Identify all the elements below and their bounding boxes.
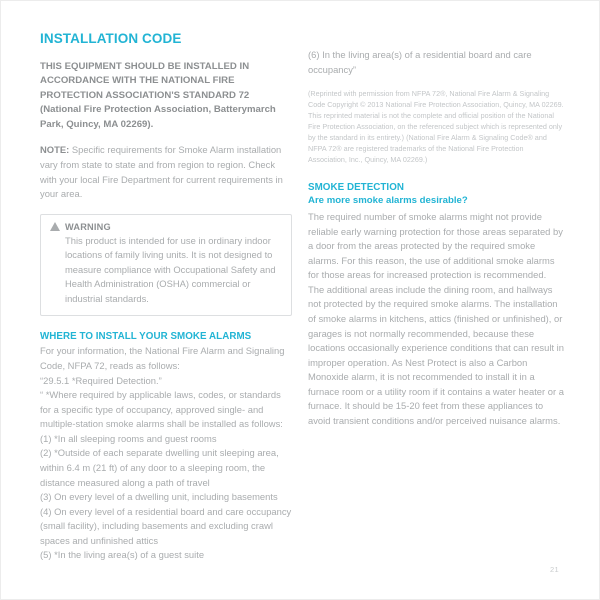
install-requirements-list xyxy=(40,374,292,564)
note-paragraph xyxy=(40,143,292,201)
warning-header xyxy=(50,222,281,232)
lead-paragraph: THIS EQUIPMENT SHOULD BE INSTALLED IN ACCORDANCE WITH THE NATIONAL FIRE PROTECTION ASSOCIATION'S STANDARD 72 (National Fire Protection Association, Batterymarch Park, Quincy, MA 02269). xyxy=(40,60,276,130)
list-item: “ *Where required by applicable laws, codes, or standards for a specific type of occupancy, approved single- and multiple-station smoke alarms shall be installed as follows: xyxy=(40,389,283,430)
install-section-intro: For your information, the National Fire Alarm and Signaling Code, NFPA 72, reads as follows: xyxy=(40,345,285,371)
smoke-detection-heading: SMOKE DETECTION xyxy=(308,181,405,193)
right-column-top-spacer xyxy=(308,31,564,48)
smoke-detection-subheading: Are more smoke alarms desirable? xyxy=(308,195,468,207)
warning-triangle-icon xyxy=(50,222,60,231)
warning-box xyxy=(40,214,292,316)
list-item: (3) On every level of a dwelling unit, including basements xyxy=(40,491,278,503)
install-section-heading: WHERE TO INSTALL YOUR SMOKE ALARMS xyxy=(40,330,252,342)
list-item: (1) *In all sleeping rooms and guest rooms xyxy=(40,432,217,444)
right-column xyxy=(308,31,564,429)
note-label: NOTE: xyxy=(40,144,70,156)
continued-list-item: (6) In the living area(s) of a residential board and care occupancy” xyxy=(308,49,532,75)
left-column xyxy=(40,31,292,563)
smoke-detection-body: The required number of smoke alarms might not provide reliable early warning protection for those areas separated by a door from the areas protected by the required smoke alarms. For this reason, the use of additional smoke alarms for those areas for increased protection is recommended. The additional areas include the dining room, and hallways not protected by the required smoke alarms. The installation of smoke alarms in kitchens, attics (finished or unfinished), or garages is not normally recommended, because these locations occasionally experience conditions that can result in improper operation. As Nest Protect is also a Carbon Monoxide alarm, it is not recommended to install it in a furnace room or a utility room if it contains a water heater or a furnace. It should be 15-20 feet from these appliances to avoid transient conditions and/or perceived nuisance alarms. xyxy=(308,210,564,427)
list-item: (4) On every level of a residential board and care occupancy (small facility), including basements and excluding crawl spaces and unfinished attics xyxy=(40,505,292,546)
warning-label: WARNING xyxy=(65,221,111,232)
list-item: “29.5.1 *Required Detection.” xyxy=(40,374,162,386)
two-column-layout xyxy=(1,1,600,600)
warning-text: This product is intended for use in ordinary indoor locations of family living units. It is not designed to measure compliance with Occupational Safety and Health Administration (OSHA) commercial or industrial standards. xyxy=(65,234,276,305)
note-text: Specific requirements for Smoke Alarm installation vary from state to state and from region to region. Check with your local Fire Department for current requirements in your area. xyxy=(40,144,283,200)
page-number: 21 xyxy=(550,565,559,574)
list-item: (5) *In the living area(s) of a guest suite xyxy=(40,549,205,561)
fineprint-spacer xyxy=(308,77,564,89)
reprint-permission-fineprint: (Reprinted with permission from NFPA 72®, National Fire Alarm & Signaling Code Copyright © 2013 National Fire Protection Association, Quincy, MA 02269. This reprinted material is not the complete and official position of the National Fire Protection Association, on the referenced subject which is represented only by the standard in its entirety.) (National Fire Alarm & Signaling Code® and NFPA 72® are registered trademarks of the National Fire Protection Association, Inc., Quincy, MA 02269.) xyxy=(308,89,564,164)
page-title: INSTALLATION CODE xyxy=(40,31,182,46)
note-block xyxy=(40,143,292,201)
list-item: (2) *Outside of each separate dwelling unit sleeping area, within 6.4 m (21 ft) of any door to a sleeping room, the distance measured along a path of travel xyxy=(40,447,279,488)
